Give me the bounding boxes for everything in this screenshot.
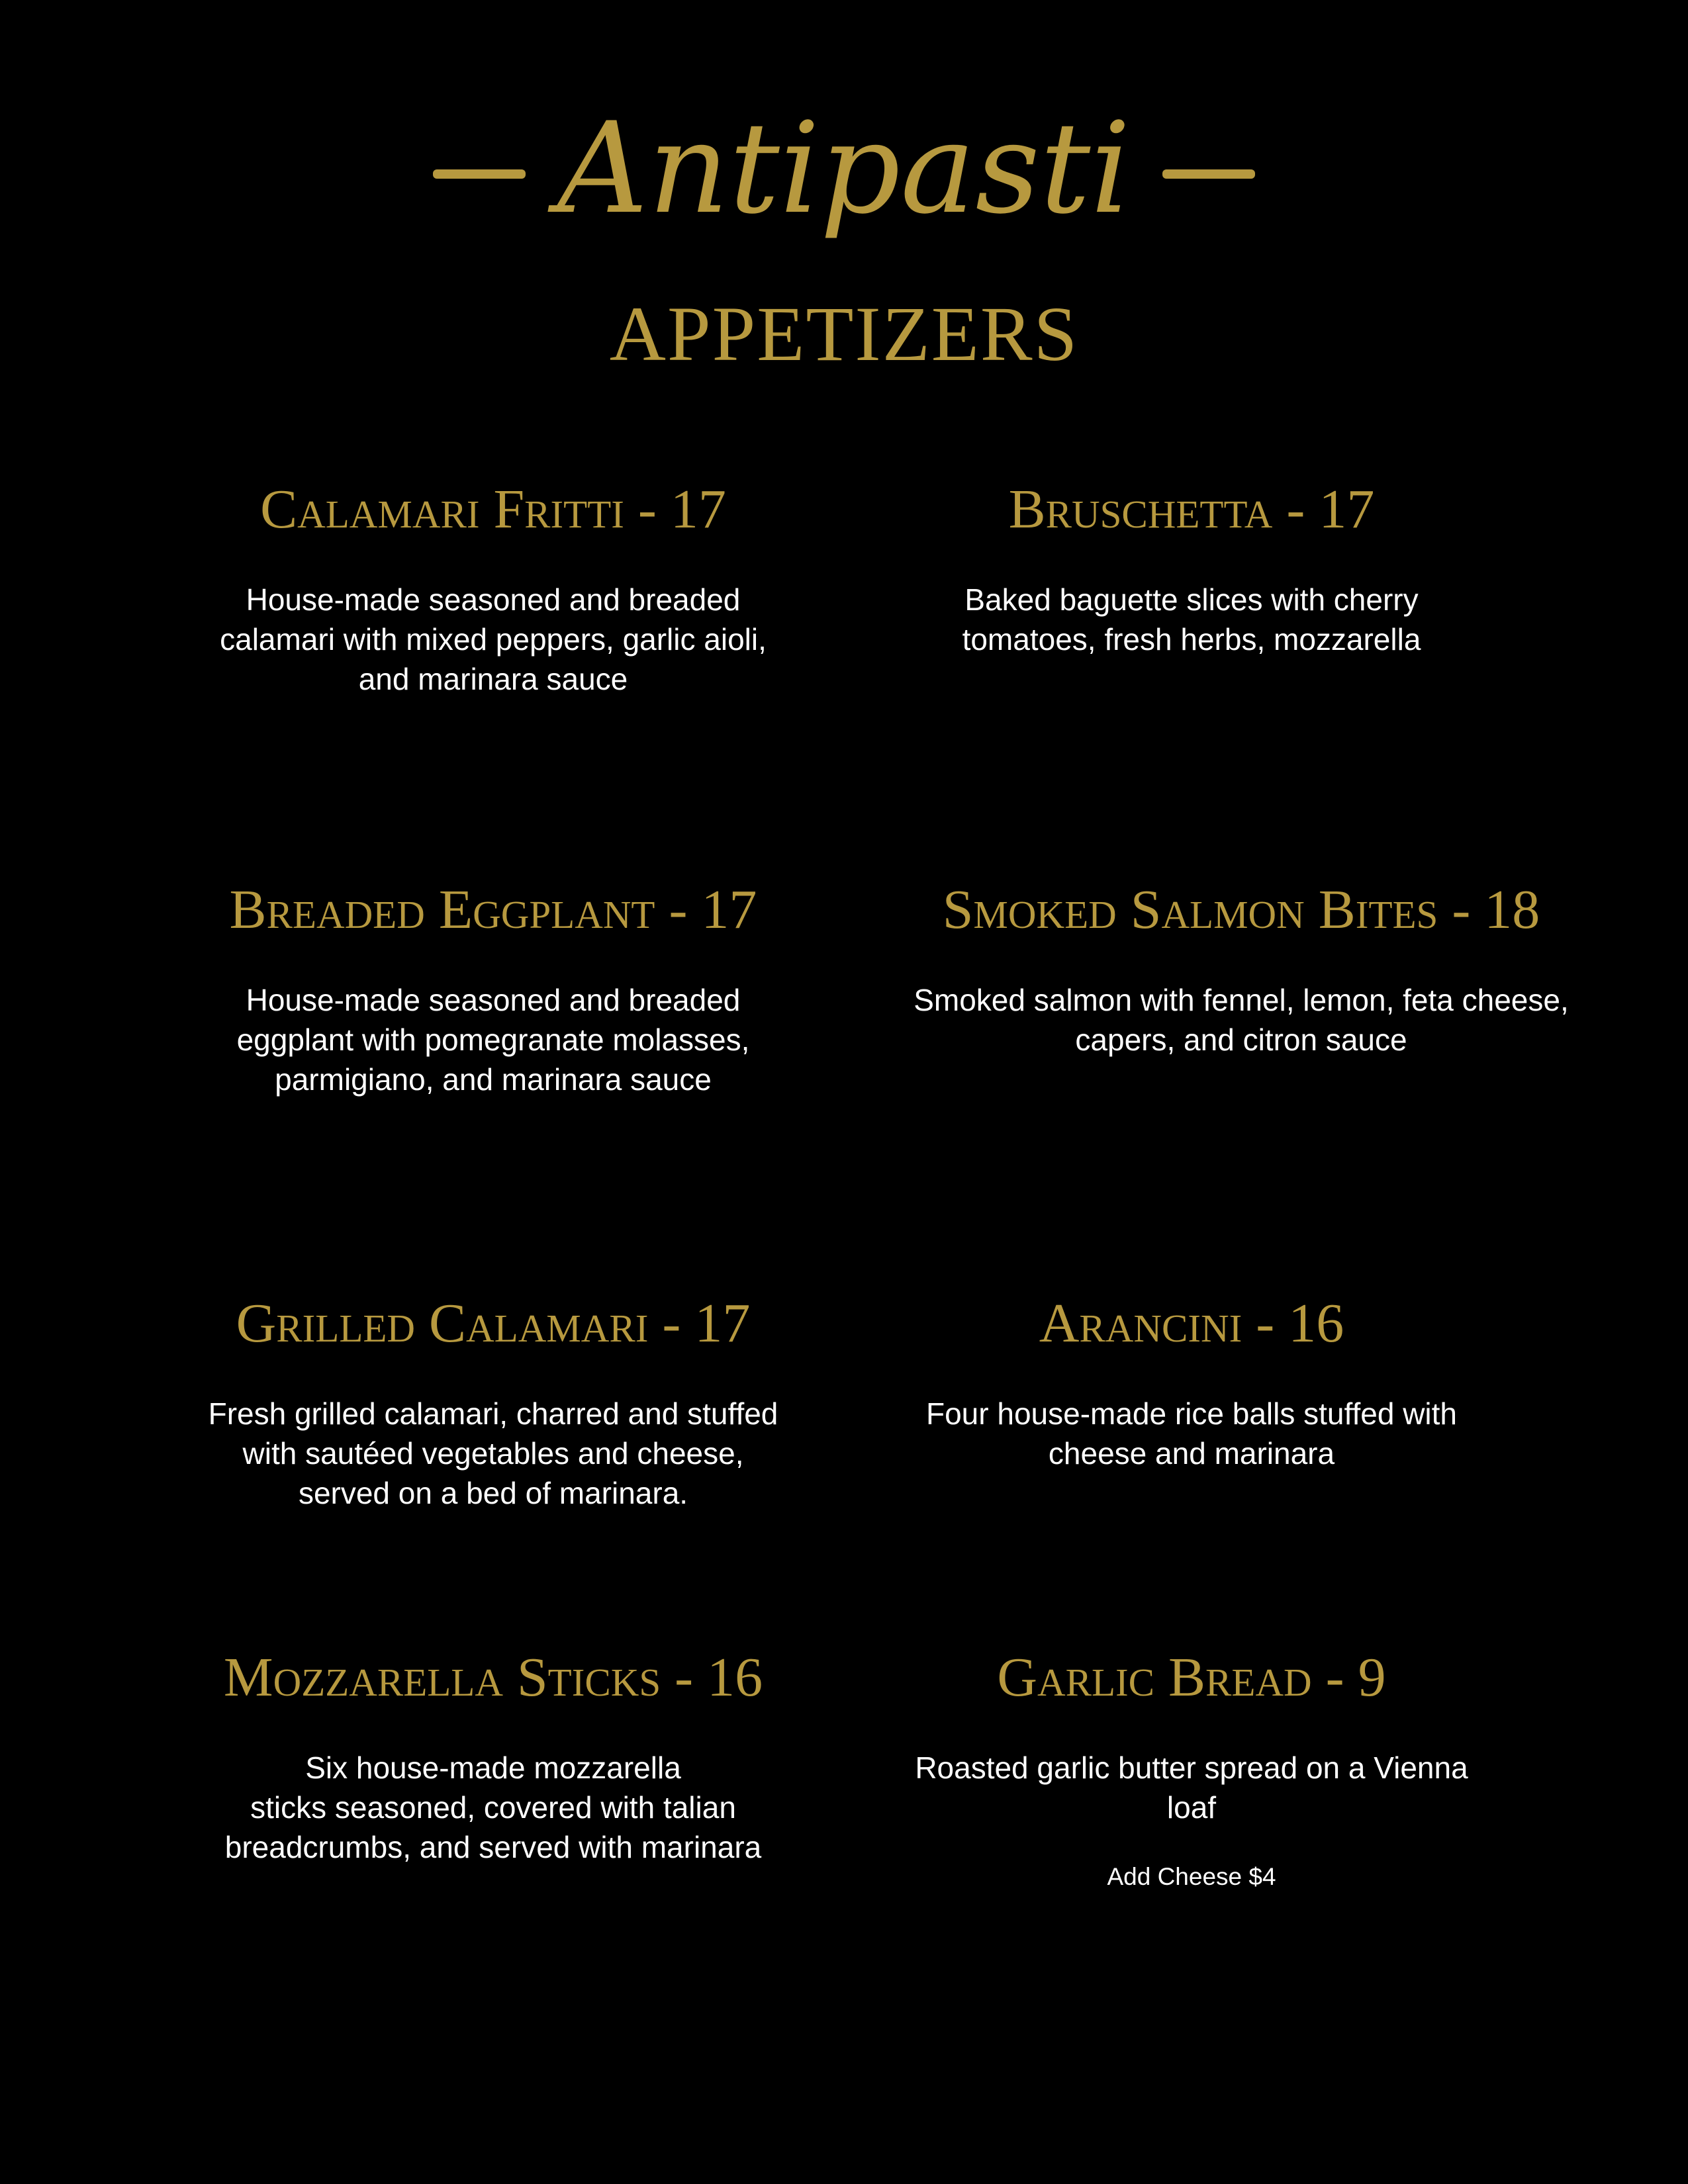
menu-item-description: Fresh grilled calamari, charred and stuffed with sautéed vegetables and cheese, served on a bed of marinara. <box>208 1396 778 1510</box>
menu-item-description: Roasted garlic butter spread on a Vienna loaf <box>915 1751 1468 1825</box>
menu-item-title: Garlic Bread - 9 <box>997 1647 1386 1708</box>
menu-item-addon: Add Cheese $4 <box>1107 1863 1276 1890</box>
right-dash-ornament <box>1162 169 1255 179</box>
menu-item-description: Four house-made rice balls stuffed with cheese and marinara <box>926 1396 1457 1471</box>
script-title-text: Antipasti <box>557 95 1131 242</box>
menu-item <box>165 1645 821 1867</box>
menu-item-description: Six house-made mozzarella sticks seasoned, covered with talian breadcrumbs, and served with marinara <box>224 1751 762 1864</box>
section-subtitle: APPETIZERS <box>609 291 1079 377</box>
menu-item-title: Arancini - 16 <box>1039 1293 1344 1354</box>
menu-item <box>165 477 821 699</box>
menu-item-title: Breaded Eggplant - 17 <box>229 879 757 940</box>
menu-item-description: Baked baguette slices with cherry tomatoes, fresh herbs, mozzarella <box>962 582 1421 657</box>
menu-item <box>861 1645 1523 1893</box>
menu-item <box>165 877 821 1099</box>
menu-item-title: Smoked Salmon Bites - 18 <box>942 879 1540 940</box>
menu-item-description: House-made seasoned and breaded calamari with mixed peppers, garlic aioli, and marinara sauce <box>220 582 767 696</box>
menu-item <box>861 1291 1523 1473</box>
menu-item <box>861 477 1523 659</box>
menu-item-title: Grilled Calamari - 17 <box>236 1293 751 1354</box>
menu-item-description: Smoked salmon with fennel, lemon, feta cheese, capers, and citron sauce <box>914 983 1569 1057</box>
menu-item-description: House-made seasoned and breaded eggplant with pomegranate molasses, parmigiano, and marinara sauce <box>236 983 750 1097</box>
menu-item <box>165 1291 821 1513</box>
script-title <box>0 73 1688 265</box>
menu-item-title: Mozzarella Sticks - 16 <box>223 1647 763 1708</box>
menu-item <box>861 877 1622 1060</box>
menu-item-title: Calamari Fritti - 17 <box>260 478 726 540</box>
left-dash-ornament <box>433 169 526 179</box>
menu-item-title: Bruschetta - 17 <box>1008 478 1375 540</box>
